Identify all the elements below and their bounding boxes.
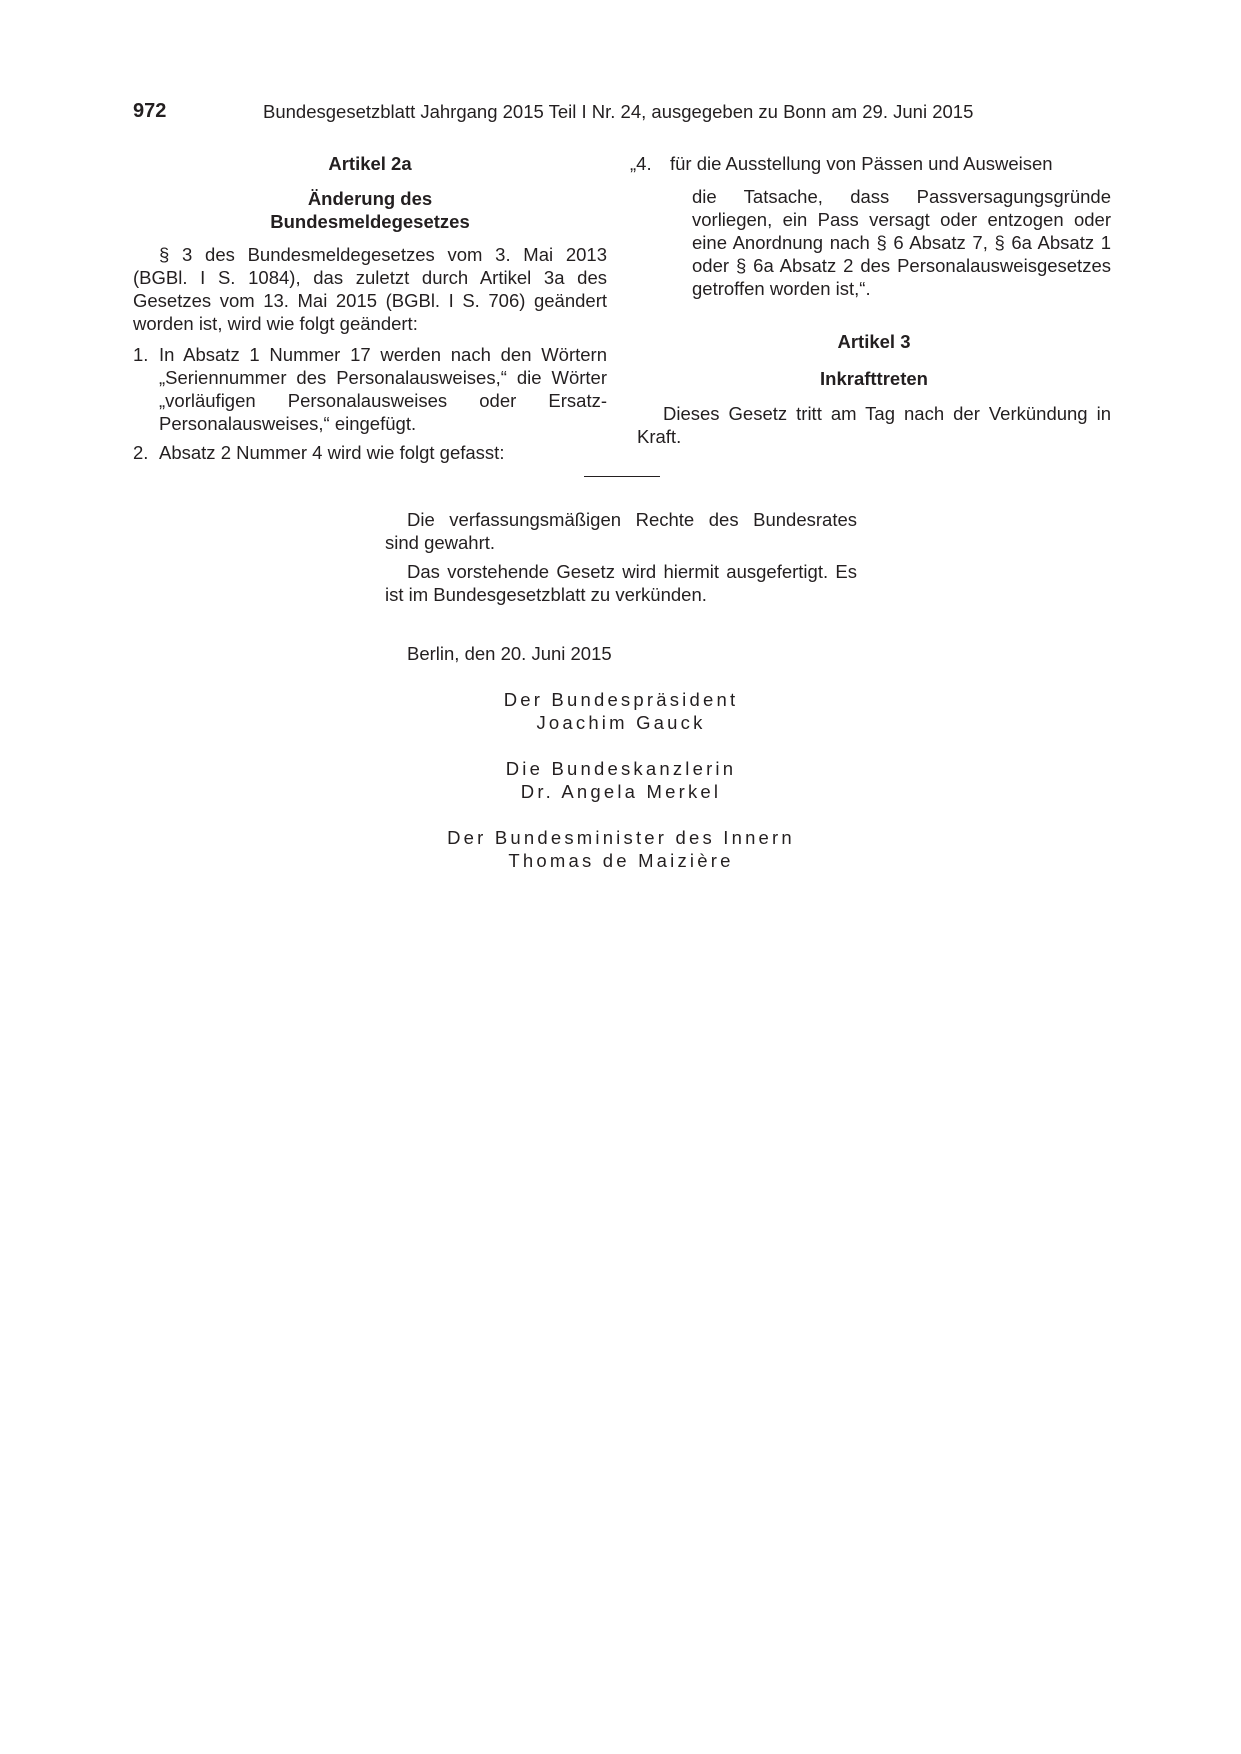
list-item-number: 1. [133, 344, 149, 365]
signature-block [385, 826, 857, 872]
quoted-item-body: die Tatsache, dass Passversagungsgründe vorliegen, ein Pass versagt oder entzogen oder eine Anordnung nach § 6 Absatz 7, § 6a Absatz 1 oder § 6a Absatz 2 des Personalausweisgesetzes getroffen worden ist,“. [692, 186, 1111, 299]
closing-paragraph-2: Das vorstehende Gesetz wird hiermit ausgefertigt. Es ist im Bundesgesetzblatt zu verkünden. [385, 561, 857, 605]
signature-name: Joachim Gauck [536, 712, 706, 733]
place-date: Berlin, den 20. Juni 2015 [407, 643, 612, 664]
list-item [133, 343, 607, 435]
quoted-item-heading: für die Ausstellung von Pässen und Ausweisen [670, 153, 1053, 174]
article-2a-intro: § 3 des Bundesmeldegesetzes vom 3. Mai 2013 (BGBl. I S. 1084), das zuletzt durch Artikel 3a des Gesetzes vom 13. Mai 2015 (BGBl. I S. 706) geändert worden ist, wird wie folgt geändert: [133, 244, 607, 334]
article-2a-number: Artikel 2a [328, 153, 412, 174]
article-2a-title-line-2: Bundesmeldegesetzes [270, 211, 470, 232]
signature-block [385, 757, 857, 803]
article-3-number: Artikel 3 [837, 331, 911, 352]
list-item-text: In Absatz 1 Nummer 17 werden nach den Wörtern „Seriennummer des Personalausweises,“ die Wörter „vorläufigen Personalausweises oder Ersatz-Personalausweises,“ eingefügt. [159, 344, 607, 434]
list-item [133, 441, 607, 464]
signature-role: Der Bundesminister des Innern [447, 827, 795, 848]
list-item-text: Absatz 2 Nummer 4 wird wie folgt gefasst: [159, 442, 505, 463]
signature-name: Dr. Angela Merkel [520, 781, 722, 802]
article-2a-title-line-1: Änderung des [307, 188, 433, 209]
right-column [630, 152, 1111, 448]
quoted-item-number: „4. [630, 153, 652, 174]
signature-block [385, 688, 857, 734]
article-3-text: Dieses Gesetz tritt am Tag nach der Verkündung in Kraft. [637, 403, 1111, 447]
signature-role: Die Bundeskanzlerin [505, 758, 737, 779]
left-column [133, 152, 607, 464]
closing-formula [385, 508, 857, 606]
closing-paragraph-1: Die verfassungsmäßigen Rechte des Bundesrates sind gewahrt. [385, 509, 857, 553]
signature-role: Der Bundespräsident [503, 689, 739, 710]
quoted-item [630, 152, 1111, 175]
signature-name: Thomas de Maizière [508, 850, 734, 871]
page-number: 972 [133, 100, 167, 122]
article-3-title: Inkrafttreten [820, 368, 928, 389]
list-item-number: 2. [133, 442, 149, 463]
section-divider [584, 476, 660, 477]
running-head: Bundesgesetzblatt Jahrgang 2015 Teil I Nr. 24, ausgegeben zu Bonn am 29. Juni 2015 [263, 101, 974, 122]
